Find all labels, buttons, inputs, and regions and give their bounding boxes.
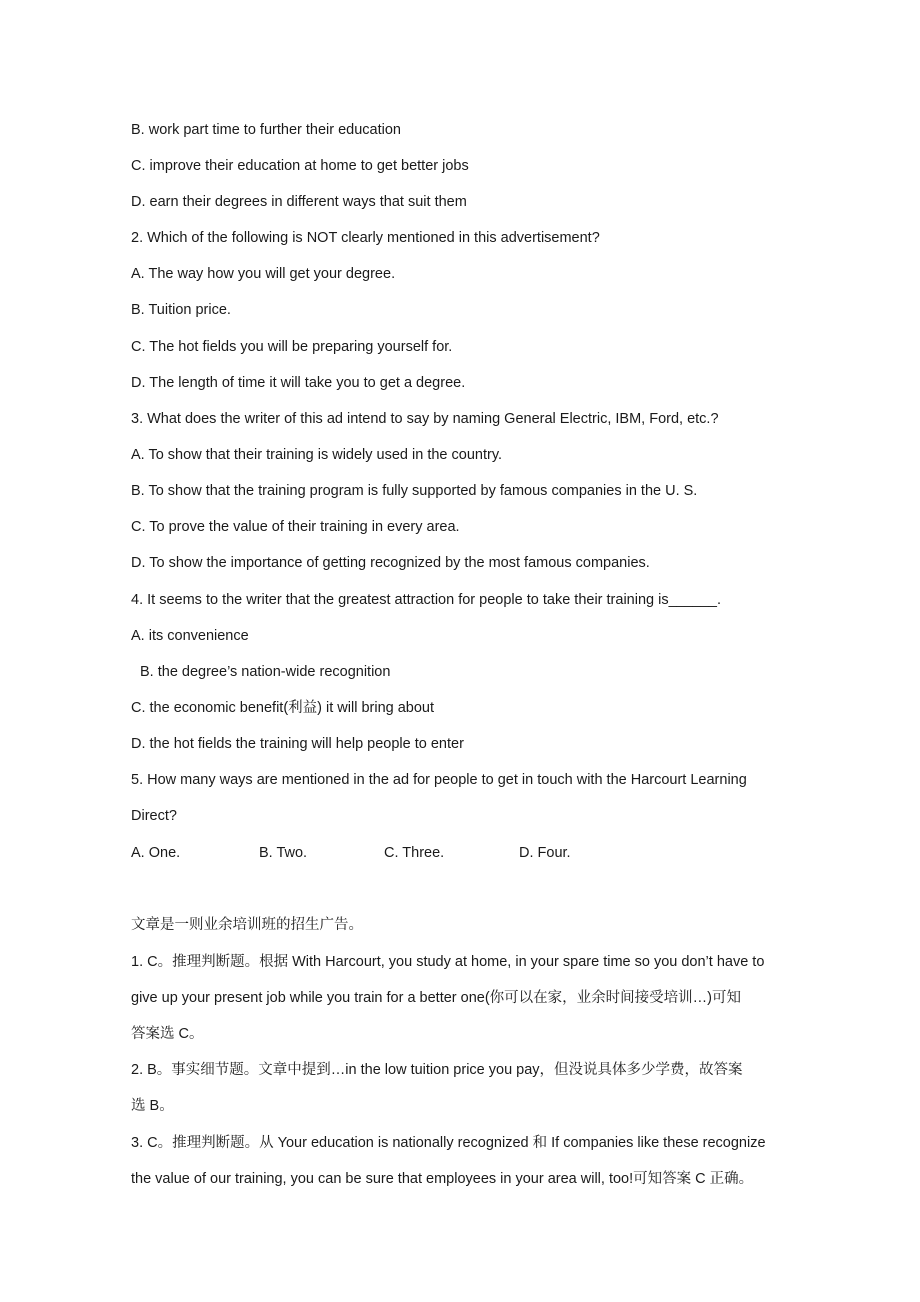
q4-option-a: A. its convenience bbox=[131, 628, 249, 644]
analysis-1-line1: 1. C。推理判断题。根据 With Harcourt, you study at home, in your spare time so you don’t have to bbox=[131, 954, 765, 970]
analysis-1-line3: 答案选 C。 bbox=[131, 1026, 204, 1042]
q3-option-d: D. To show the importance of getting recognized by the most famous companies. bbox=[131, 555, 650, 571]
q5-option-d: D. Four. bbox=[519, 845, 571, 861]
q4-option-b: B. the degree’s nation-wide recognition bbox=[140, 664, 391, 680]
q5-option-c: C. Three. bbox=[384, 845, 445, 861]
q5-stem-line1: 5. How many ways are mentioned in the ad for people to get in touch with the Harcourt Learning bbox=[131, 772, 747, 788]
q5-option-a: A. One. bbox=[131, 845, 181, 861]
analysis-intro: 文章是一则业余培训班的招生广告。 bbox=[131, 917, 363, 933]
analysis-2-line2: 选 B。 bbox=[131, 1098, 174, 1114]
q3-stem: 3. What does the writer of this ad intend to say by naming General Electric, IBM, Ford, etc.? bbox=[131, 411, 719, 427]
q3-option-b: B. To show that the training program is fully supported by famous companies in the U. S. bbox=[131, 483, 698, 499]
q5-stem-line2: Direct? bbox=[131, 808, 177, 824]
q4-option-c: C. the economic benefit(利益) it will bring about bbox=[131, 700, 435, 716]
q2-option-b: B. Tuition price. bbox=[131, 302, 231, 318]
q2-option-d: D. The length of time it will take you to get a degree. bbox=[131, 375, 466, 391]
analysis-3-line2: the value of our training, you can be sure that employees in your area will, too!可知答案 C 正确。 bbox=[131, 1171, 754, 1187]
analysis-2-line1: 2. B。事实细节题。文章中提到…in the low tuition price you pay，但没说具体多少学费，故答案 bbox=[131, 1062, 743, 1078]
q4-stem: 4. It seems to the writer that the greatest attraction for people to take their training is______. bbox=[131, 592, 721, 608]
q3-option-a: A. To show that their training is widely used in the country. bbox=[131, 447, 503, 463]
q2-option-a: A. The way how you will get your degree. bbox=[131, 266, 396, 282]
q4-option-d: D. the hot fields the training will help people to enter bbox=[131, 736, 464, 752]
q5-options-row bbox=[0, 844, 920, 862]
q5-option-b: B. Two. bbox=[259, 845, 308, 861]
q2-stem: 2. Which of the following is NOT clearly mentioned in this advertisement? bbox=[131, 230, 600, 246]
q1-option-b: B. work part time to further their education bbox=[131, 122, 401, 138]
q3-option-c: C. To prove the value of their training in every area. bbox=[131, 519, 460, 535]
q1-option-c: C. improve their education at home to get better jobs bbox=[131, 158, 469, 174]
analysis-3-line1: 3. C。推理判断题。从 Your education is nationally recognized 和 If companies like these recognize bbox=[131, 1135, 766, 1151]
analysis-1-line2: give up your present job while you train for a better one(你可以在家，业余时间接受培训…)可知 bbox=[131, 990, 742, 1006]
q1-option-d: D. earn their degrees in different ways that suit them bbox=[131, 194, 467, 210]
q2-option-c: C. The hot fields you will be preparing yourself for. bbox=[131, 339, 453, 355]
